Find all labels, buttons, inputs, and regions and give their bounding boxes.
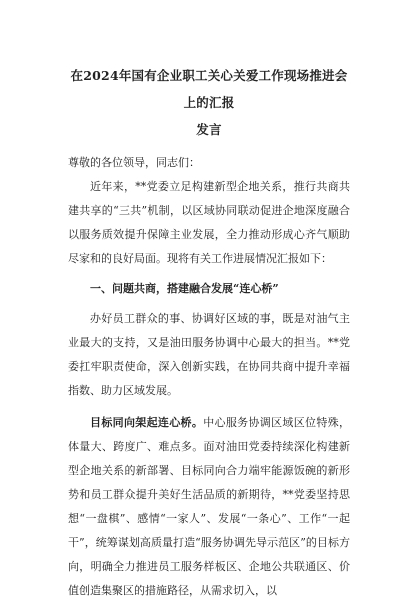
title-line-1: 在2024年国有企业职工关心关爱工作现场推进会上的汇报 — [70, 68, 348, 110]
paragraph-2 — [68, 411, 350, 603]
paragraph-2-text: 中心服务协调区域区位特殊，体量大、跨度广、难点多。面对油田党委持续深化构建新型企地关系的新部署、目标同向合力端牢能源饭碗的新形势和员工群众提升美好生活品质的新期待，**党委坚持思想“一盘棋”、感情“一家人”、发展“一条心”、工作“一起干”，统筹谋划高质量打造“服务协调先导示范区”的目标方向，明确全力推进员工服务样板区、企地公共联通区、价值创造集聚区的措施路径，从需求切入，以 — [68, 416, 351, 597]
greeting: 尊敬的各位领导，同志们： — [68, 156, 200, 169]
paragraph-gap — [68, 403, 350, 411]
document-title — [68, 62, 350, 143]
title-line-2: 发言 — [196, 122, 222, 137]
paragraph-2-lead: 目标同向架起连心桥。 — [90, 416, 204, 429]
section-1-paragraph: 办好员工群众的事、协调好区域的事，既是对油气主业最大的支持，又是油田服务协调中心最大的担当。**党委扛牢职责使命，深入创新实践，在协同共商中提升幸福指数、助力区域发展。 — [68, 312, 350, 397]
intro-paragraph: 近年来，**党委立足构建新型企地关系，推行共商共建共享的“三共”机制，以区域协同联动促进企地深度融合以服务质效提升保障主业发展，全力推动形成心齐气顺助尽家和的良好局面。现将有关工作进展情况汇报如下： — [68, 180, 350, 265]
section-1-heading: 一、问题共商，搭建融合发展“连心桥” — [90, 282, 279, 295]
